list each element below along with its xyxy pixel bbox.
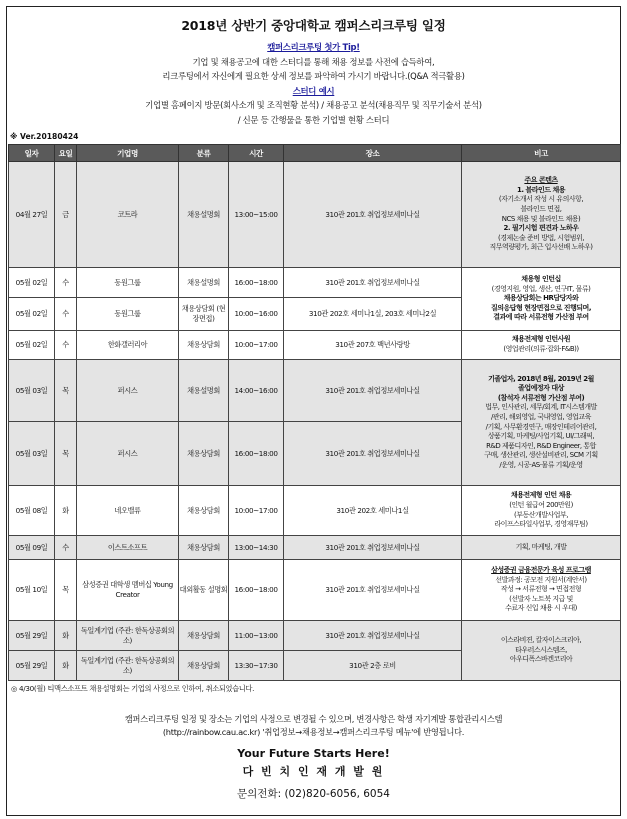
notice-line-2: (http://rainbow.cau.ac.kr) '취업정보→채용정보→캠퍼스리크루팅 메뉴'에 반영됩니다. [162, 726, 465, 737]
cell-company: 독일계기업 (주관: 한독상공회의소) [77, 651, 179, 681]
cell-place: 310관 2층 로비 [284, 651, 462, 681]
study-heading: 스터디 예시 [292, 85, 335, 96]
cell-note: 채용전제형 인턴 채용 (인턴 월급여 200만원) (부동산개발사업부, 라이프스타일사업부, 경영재무팀) [462, 486, 621, 536]
study-line-1: 기업별 홈페이지 방문(회사소개 및 조직현황 분석) / 채용공고 분석(채용직무 및 직무기술서 분석) [145, 100, 482, 110]
cell-type: 채용상담회 [179, 331, 229, 360]
cell-day: 수 [55, 268, 77, 298]
schedule-document [6, 6, 621, 816]
cell-day: 수 [55, 536, 77, 560]
cell-day: 목 [55, 360, 77, 422]
cell-place: 310관 201호 취업정보세미나실 [284, 621, 462, 651]
organization-name: 다 빈 치 인 재 개 발 원 [242, 765, 385, 778]
cell-place: 310관 201호 취업정보세미나실 [284, 422, 462, 486]
cell-type: 채용상담회 [179, 486, 229, 536]
cell-company: 퍼시스 [77, 422, 179, 486]
cell-place: 310관 201호 취업정보세미나실 [284, 536, 462, 560]
cell-date: 05월 02일 [9, 268, 55, 298]
study-line-2: / 신문 등 간행물을 통한 기업별 현황 스터디 [237, 114, 390, 125]
cell-day: 화 [55, 651, 77, 681]
cell-date: 05월 10일 [9, 560, 55, 621]
cell-date: 05월 03일 [9, 422, 55, 486]
table-row [9, 621, 621, 651]
cell-place: 310관 201호 취업정보세미나실 [284, 162, 462, 268]
cell-note: 삼성증권 금융전문가 육성 프로그램 선발과정: 공모전 지원서(계안서) 작성 → 서류전형 → 면접전형 (선발자 노트북 지급 및 수료자 신입 채용 시 우대) [462, 560, 621, 621]
cell-place: 310관 201호 취업정보세미나실 [284, 560, 462, 621]
cell-day: 화 [55, 621, 77, 651]
cell-company: 이스트소프트 [77, 536, 179, 560]
cell-date: 05월 29일 [9, 651, 55, 681]
cell-company: 동원그룹 [77, 298, 179, 331]
cell-company: 독일계기업 (주관: 한독상공회의소) [77, 621, 179, 651]
cell-place: 310관 207호 백년사랑방 [284, 331, 462, 360]
cell-type: 채용상담회 [179, 536, 229, 560]
col-header-day: 요일 [55, 145, 77, 162]
cell-company: 네오밸류 [77, 486, 179, 536]
contact-phone: 문의전화: (02)820-6056, 6054 [237, 788, 390, 800]
table-row [9, 536, 621, 560]
cell-company: 코트라 [77, 162, 179, 268]
cell-day: 금 [55, 162, 77, 268]
tip-line-1: 기업 및 채용공고에 대한 스터디를 통해 채용 정보를 사전에 습득하여, [192, 56, 435, 67]
cell-place: 310관 202호 세미나1실, 203호 세미나2실 [284, 298, 462, 331]
cell-note: 이스라비젼, 칼자이스크리아, 타우러스시스템즈, 아우디폭스바겐코리아 [462, 621, 621, 681]
col-header-place: 장소 [284, 145, 462, 162]
schedule-table [8, 144, 621, 681]
tip-line-2: 리크루팅에서 자신에게 필요한 상세 정보를 파악하여 가시기 바랍니다.(Q&A 적극활용) [162, 71, 465, 81]
cell-company: 삼성증권 대학생 멤버십 Young Creator [77, 560, 179, 621]
cell-time: 10:00~16:00 [229, 298, 284, 331]
cancel-note: ◎ 4/30(월) 티맥스소프트 채용설명회는 기업의 사정으로 인하여, 취소되었습니다. [11, 684, 255, 693]
table-header-row [9, 145, 621, 162]
version-label: ※ Ver.20180424 [10, 132, 79, 141]
cell-type: 채용설명회 [179, 360, 229, 422]
cell-note: 채용전제형 인턴사원 (영업관리(의류·잡화·F&B)) [462, 331, 621, 360]
cell-day: 화 [55, 486, 77, 536]
cell-day: 수 [55, 298, 77, 331]
table-row [9, 162, 621, 268]
cell-type: 채용상담회 [179, 422, 229, 486]
col-header-time: 시간 [229, 145, 284, 162]
cell-day: 목 [55, 560, 77, 621]
cell-time: 10:00~17:00 [229, 331, 284, 360]
table-row [9, 486, 621, 536]
cell-note: 기졸업자, 2018년 8월, 2019년 2월 졸업예정자 대상 (참석자 서류전형 가산점 부여) 법무, 인사관리, 세무/회계, IT시스템개발 /관리, 해외영업, 국내영업, 영업교육 /기획, 사무환경연구, 매장인테리어관리, 상품기획, 마케팅/사업기획, UI/그래픽, R&D 제품디자인, R&D Engineer, 통합 구매, 생산관리, 생산설비관리, SCM 기획 /운영, 시공·AS·물류 기획/운영 [462, 360, 621, 486]
cell-date: 05월 02일 [9, 331, 55, 360]
cell-time: 14:00~16:00 [229, 360, 284, 422]
cell-type: 대외활동 설명회 [179, 560, 229, 621]
col-header-date: 일자 [9, 145, 55, 162]
page-title: 2018년 상반기 중앙대학교 캠퍼스리크루팅 일정 [181, 18, 446, 33]
cell-place: 310관 202호 세미나1실 [284, 486, 462, 536]
cell-time: 11:00~13:00 [229, 621, 284, 651]
cell-type: 채용설명회 [179, 162, 229, 268]
col-header-note: 비고 [462, 145, 621, 162]
cell-type: 채용설명회 [179, 268, 229, 298]
cell-time: 16:00~18:00 [229, 268, 284, 298]
cell-time: 13:30~17:30 [229, 651, 284, 681]
cell-type: 채용상담회 [179, 651, 229, 681]
cell-company: 퍼시스 [77, 360, 179, 422]
cell-company: 동원그룹 [77, 268, 179, 298]
cell-place: 310관 201호 취업정보세미나실 [284, 360, 462, 422]
cell-time: 13:00~14:30 [229, 536, 284, 560]
cell-time: 10:00~17:00 [229, 486, 284, 536]
slogan: Your Future Starts Here! [237, 747, 390, 760]
table-row [9, 360, 621, 422]
cell-company: 한화갤러리아 [77, 331, 179, 360]
table-row [9, 560, 621, 621]
tip-heading: 캠퍼스리크루팅 첫가 Tip! [267, 42, 360, 52]
cell-note: 주요 콘텐츠 1. 블라인드 채용 (자기소개서 작성 시 유의사항, 블라인드 면접, NCS 채용 및 블라인드 채용) 2. 필기시험 편견과 노하우 (경제논술 준비 방법, 시험범위, 직무역량평가, 최근 입사선배 노하우) [462, 162, 621, 268]
cell-note: 기획, 마케팅, 개발 [462, 536, 621, 560]
cell-time: 16:00~18:00 [229, 560, 284, 621]
cell-date: 05월 29일 [9, 621, 55, 651]
cell-type: 채용상담회 [179, 621, 229, 651]
cell-place: 310관 201호 취업정보세미나실 [284, 268, 462, 298]
col-header-type: 분류 [179, 145, 229, 162]
table-row [9, 268, 621, 298]
cell-type: 채용상담회 (현장면접) [179, 298, 229, 331]
cell-date: 05월 09일 [9, 536, 55, 560]
cell-date: 04월 27일 [9, 162, 55, 268]
col-header-company: 기업명 [77, 145, 179, 162]
cell-date: 05월 02일 [9, 298, 55, 331]
cell-date: 05월 03일 [9, 360, 55, 422]
cell-time: 13:00~15:00 [229, 162, 284, 268]
cell-day: 수 [55, 331, 77, 360]
cell-time: 16:00~18:00 [229, 422, 284, 486]
cell-date: 05월 08일 [9, 486, 55, 536]
table-row [9, 331, 621, 360]
cell-day: 목 [55, 422, 77, 486]
notice [7, 713, 620, 738]
cell-note: 채용형 인턴십 (경영지원, 영업, 생산, 연구IT, 물류) 채용상담회는 HR담당자와 질의응답형 현장면접으로 진행되며, 결과에 따라 서류전형 가산점 부여 [462, 268, 621, 331]
notice-line-1: 캠퍼스리크루팅 일정 및 장소는 기업의 사정으로 변경될 수 있으며, 변경사항은 학생 자기계발 통합관리시스템 [124, 714, 503, 724]
